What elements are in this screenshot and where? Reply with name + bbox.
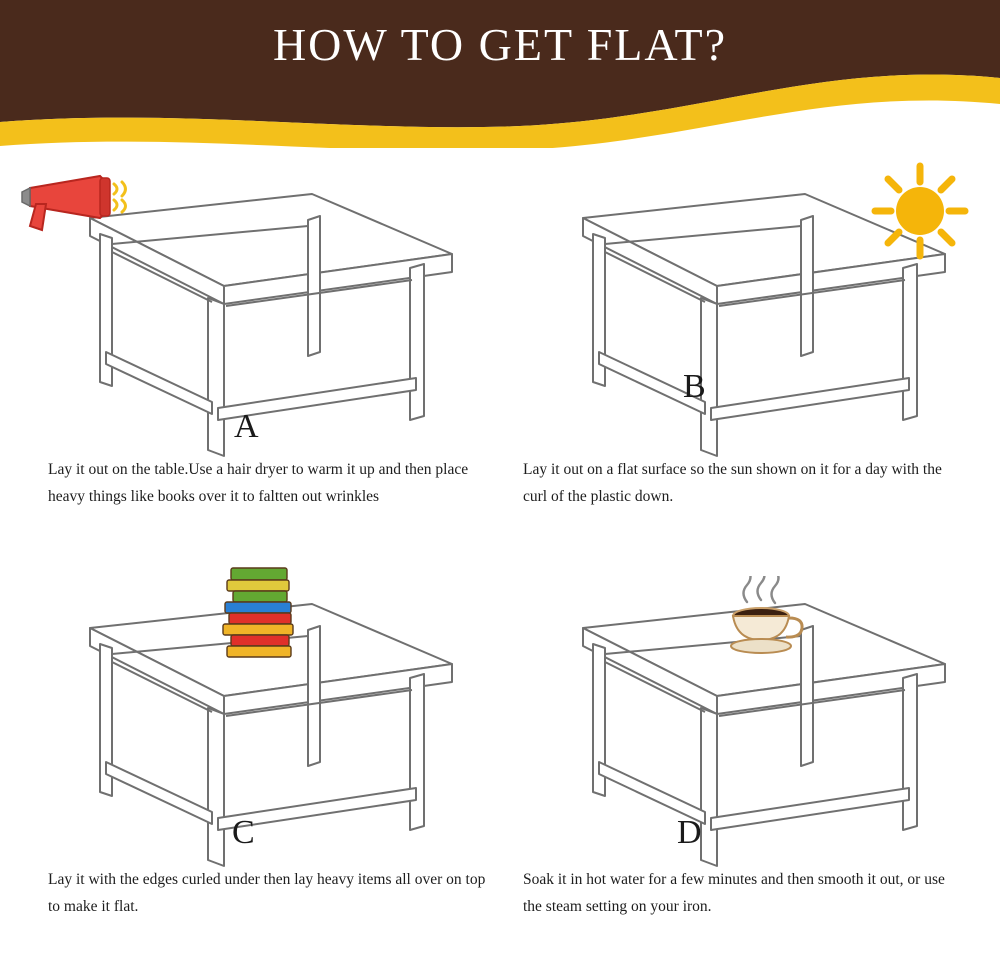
stack-of-books-icon (207, 556, 317, 666)
panel-c-letter: C (232, 814, 255, 851)
panel-c-caption: Lay it with the edges curled under then lay heavy items all over on top to make it flat. (48, 871, 486, 916)
panel-c (12, 566, 490, 970)
panel-a-letter: A (234, 408, 259, 445)
hot-coffee-cup-icon (705, 576, 815, 666)
panel-a-caption: Lay it out on the table.Use a hair dryer to warm it up and then place heavy things like books over it to faltten out wrinkles (48, 461, 469, 506)
panel-b (505, 156, 983, 560)
panel-b-caption: Lay it out on a flat surface so the sun shown on it for a day with the curl of the plastic down. (523, 461, 942, 506)
panel-b-illustration (505, 156, 983, 466)
hair-dryer-icon (12, 166, 142, 236)
panel-d-letter: D (677, 814, 702, 851)
page-title: HOW TO GET FLAT? (272, 19, 728, 70)
page-header (0, 0, 1000, 148)
panel-d-illustration (505, 566, 983, 876)
sun-icon (865, 156, 975, 266)
panel-d-caption: Soak it in hot water for a few minutes and then smooth it out, or use the steam setting on your iron. (523, 871, 945, 916)
panel-b-letter: B (683, 368, 706, 405)
panel-d (505, 566, 983, 970)
panel-a (12, 156, 490, 560)
panel-grid (0, 148, 1000, 974)
